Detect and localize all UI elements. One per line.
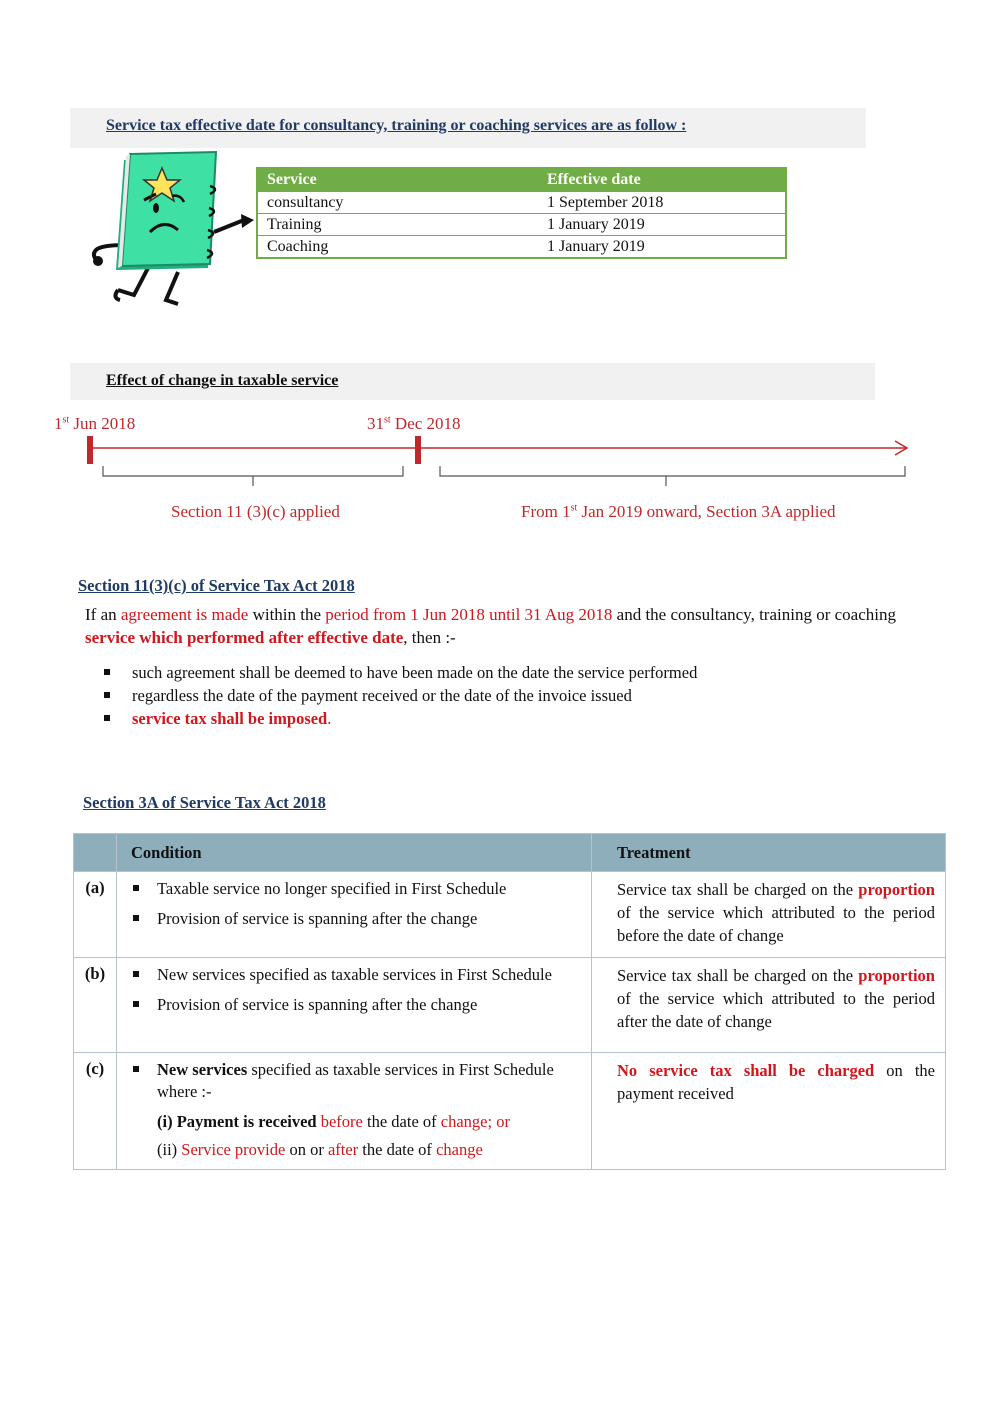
section11-bullets — [104, 661, 697, 730]
list-item: New services specified as taxable services in First Schedule where :- — [131, 1059, 581, 1103]
list-item: Provision of service is spanning after the change — [131, 908, 581, 930]
section11-title: Section 11(3)(c) of Service Tax Act 2018 — [78, 576, 355, 595]
header-service: Service — [257, 168, 538, 192]
table-row — [74, 872, 946, 958]
timeline-span1-label: Section 11 (3)(c) applied — [171, 502, 340, 521]
timeline-graphic — [80, 436, 920, 492]
table-header-row — [74, 834, 946, 872]
effective-date-table — [256, 167, 787, 259]
table-row — [257, 214, 786, 236]
date-cell: 1 September 2018 — [538, 192, 786, 214]
header-label-cell — [74, 834, 117, 872]
header-condition: Condition — [117, 834, 592, 872]
header-effective-date: Effective date — [538, 168, 786, 192]
timeline-brace-1 — [103, 466, 403, 486]
treatment-cell: No service tax shall be charged on the payment received — [592, 1053, 946, 1170]
table-row — [257, 192, 786, 214]
effective-date-header — [70, 108, 866, 148]
timeline-mid-label: 31st Dec 2018 — [367, 414, 461, 433]
row-label: (a) — [74, 872, 117, 958]
timeline-mid-marker — [415, 436, 421, 464]
table-header-row — [257, 168, 786, 192]
timeline-start-label: 1st Jun 2018 — [54, 414, 136, 433]
header-treatment: Treatment — [592, 834, 946, 872]
book-mascot-illustration — [86, 150, 256, 312]
table-row — [74, 958, 946, 1053]
list-item: New services specified as taxable services in First Schedule — [131, 964, 581, 986]
timeline-span2-label: From 1st Jan 2019 onward, Section 3A applied — [521, 502, 836, 521]
condition-cell — [117, 958, 592, 1053]
list-item: regardless the date of the payment received or the date of the invoice issued — [104, 684, 697, 707]
timeline-start-marker — [87, 436, 93, 464]
condition-cell — [117, 872, 592, 958]
section3a-table — [73, 833, 946, 1170]
list-item: such agreement shall be deemed to have been made on the date the service performed — [104, 661, 697, 684]
service-cell: consultancy — [257, 192, 538, 214]
row-label: (b) — [74, 958, 117, 1053]
date-cell: 1 January 2019 — [538, 236, 786, 259]
list-item: service tax shall be imposed. — [104, 707, 697, 730]
list-item: Provision of service is spanning after the change — [131, 994, 581, 1016]
change-effect-title: Effect of change in taxable service — [106, 372, 339, 389]
table-row — [74, 1053, 946, 1170]
effective-date-title: Service tax effective date for consultancy, training or coaching services are as follow : — [106, 117, 687, 134]
treatment-cell: Service tax shall be charged on the proportion of the service which attributed to the period after the date of change — [592, 958, 946, 1053]
sub-item-ii: (ii) Service provide on or after the date of change — [157, 1140, 483, 1159]
change-effect-header — [70, 363, 875, 400]
sub-item-i: (i) Payment is received before the date of change; or — [157, 1112, 510, 1131]
service-cell: Training — [257, 214, 538, 236]
section3a-title: Section 3A of Service Tax Act 2018 — [83, 793, 326, 812]
section11-paragraph: If an agreement is made within the period from 1 Jun 2018 until 31 Aug 2018 and the consultancy, training or coaching service which performed after effective date, then :- — [85, 605, 896, 647]
date-cell: 1 January 2019 — [538, 214, 786, 236]
condition-cell — [117, 1053, 592, 1170]
table-row — [257, 236, 786, 259]
timeline-brace-2 — [440, 466, 905, 486]
treatment-cell: Service tax shall be charged on the proportion of the service which attributed to the period before the date of change — [592, 872, 946, 958]
row-label: (c) — [74, 1053, 117, 1170]
service-cell: Coaching — [257, 236, 538, 259]
list-item: Taxable service no longer specified in First Schedule — [131, 878, 581, 900]
